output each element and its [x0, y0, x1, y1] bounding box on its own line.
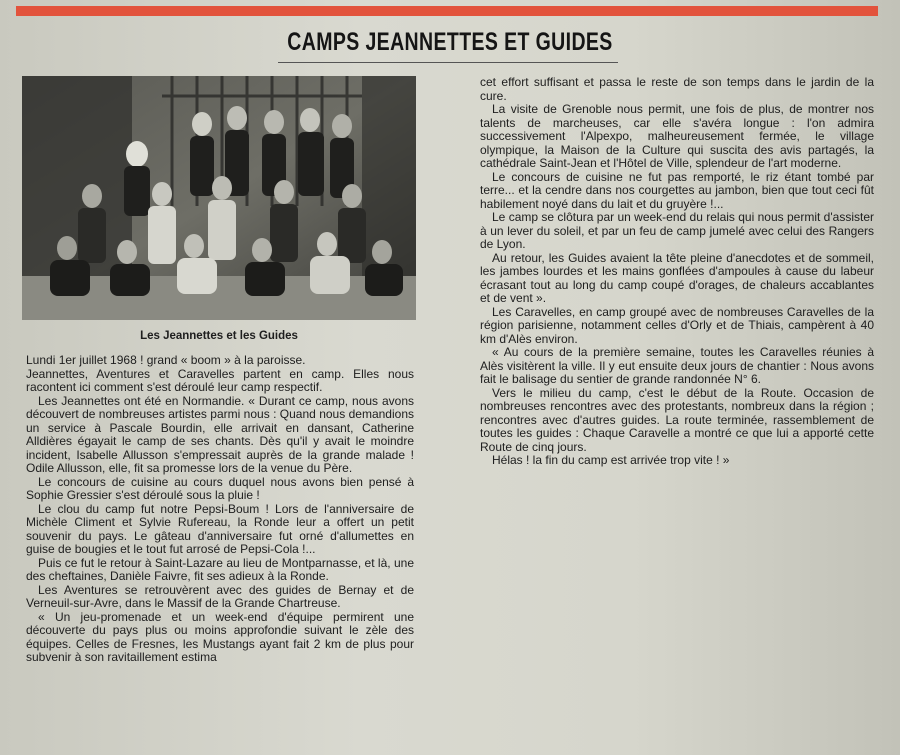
paragraph: La visite de Grenoble nous permit, une fois de plus, de montrer nos talents de marcheuses, car elle s'avéra longue : l'on admira successivement l'Alpexpo, malheureusement fermée, le village olympique, la Maison de la Culture qui suscita des avis partagés, la cathédrale Saint-Jean et l'Hôtel de Ville, splendeur de l'art moderne. — [480, 102, 874, 170]
title-underline — [278, 62, 618, 63]
paragraph: Les Aventures se retrouvèrent avec des guides de Bernay et de Verneuil-sur-Avre, dans le Massif de la Grande Chartreuse. — [26, 582, 414, 610]
paragraph: « Un jeu-promenade et un week-end d'équipe permirent une découverte du pays plus ou moins approfondie suivant le zèle des équipes. Celles de Fresnes, les Mustangs ayant fait 2 km de plus pour subvenir à son ravitaillement estima — [26, 609, 414, 664]
group-photo — [22, 76, 416, 320]
paragraph: Jeannettes, Aventures et Caravelles partent en camp. Elles nous racontent ici comment s'est déroulé leur camp respectif. — [26, 366, 414, 394]
paragraph: « Au cours de la première semaine, toutes les Caravelles réunies à Alès visitèrent la ville. Il y eut ensuite deux jours de chantier : Nous avons fait le balisage du sentier de grande randonnée N° 6. — [480, 345, 874, 386]
paragraph: Le concours de cuisine ne fut pas remporté, le riz étant tombé par terre... et la cendre dans nos courgettes au jambon, bien que tout ceci fût habilement noyé dans du lait et du gruyère !... — [480, 169, 874, 211]
left-column — [26, 354, 414, 665]
paragraph: Les Caravelles, en camp groupé avec de nombreuses Caravelles de la région parisienne, notamment celles d'Orly et de Thiais, campèrent à 40 km d'Alès environ. — [480, 304, 874, 346]
paragraph: Le clou du camp fut notre Pepsi-Boum ! Lors de l'anniversaire de Michèle Climent et Sylvie Rufereau, la Ronde leur a offert un petit souvenir du pays. Le gâteau d'anniversaire fut orné d'allumettes en guise de bougies et le tout fut arrosé de Pepsi-Cola !... — [26, 501, 414, 556]
paragraph: Le concours de cuisine au cours duquel nous avons bien pensé à Sophie Gressier s'est déroulé sous la pluie ! — [26, 474, 414, 502]
article-title: CAMPS JEANNETTES ET GUIDES — [287, 28, 613, 56]
paragraph: cet effort suffisant et passa le reste de son temps dans le jardin de la cure. — [480, 75, 874, 103]
paragraph: Au retour, les Guides avaient la tête pleine d'anecdotes et de sommeil, les jambes lourdes et les mains gonflées d'ampoules à cause du labeur écrasant tout au long du camp coupé d'orages, de chaleurs accablantes et de vent ». — [480, 250, 874, 305]
paragraph: Lundi 1er juillet 1968 ! grand « boom » à la paroisse. — [26, 353, 306, 367]
red-header-rule — [16, 6, 878, 16]
group-photo-illustration — [22, 76, 416, 320]
paragraph: Le camp se clôtura par un week-end du relais qui nous permit d'assister à un lever du soleil, et par un feu de camp jumelé avec celui des Rangers de Lyon. — [480, 210, 874, 251]
paragraph: Les Jeannettes ont été en Normandie. « Durant ce camp, nous avons découvert de nombreuses artistes parmi nous : Quand nous demandions un service à Pascale Bourdin, elle arrivait en dansant, Catherine Alldières égayait le camp de ses chants. Dès qu'il y avait le moindre incident, Isabelle Allusson s'empressait auprès de la grande malade ! Odile Allusson, elle, fit sa promesse lors de la venue du Père. — [26, 393, 414, 475]
right-column — [480, 76, 874, 468]
paragraph: Hélas ! la fin du camp est arrivée trop vite ! » — [492, 453, 730, 467]
paragraph: Puis ce fut le retour à Saint-Lazare au lieu de Montparnasse, et là, une des cheftaines, Danièle Faivre, fit ses adieux à la Ronde. — [26, 555, 414, 583]
paragraph: Vers le milieu du camp, c'est le début de la Route. Occasion de nombreuses rencontres avec des protestants, nombreux dans la région ; rencontres avec d'autres guides. La route terminée, rassemblement de toutes les guides : Chaque Caravelle a montré ce que lui a apporté cette Route de cinq jours. — [480, 385, 874, 454]
photo-caption: Les Jeannettes et les Guides — [140, 330, 298, 342]
